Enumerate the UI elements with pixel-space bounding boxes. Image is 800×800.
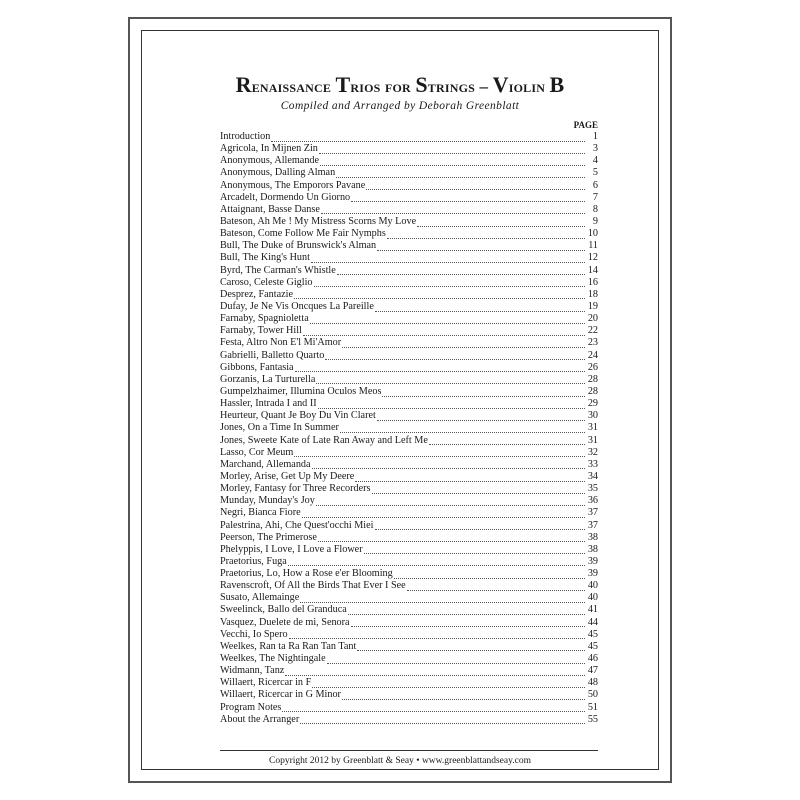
toc-entry-title: Willaert, Ricercar in G Minor [220,689,341,701]
toc-dot-leader [364,545,585,554]
toc-entry [220,447,598,459]
toc-entry-title: Byrd, The Carman's Whistle [220,264,336,276]
toc-entry [220,544,598,556]
toc-dot-leader [429,436,585,445]
page-outer-frame [128,17,672,783]
toc-entry [220,337,598,349]
toc-entry [220,410,598,422]
toc-dot-leader [316,375,585,384]
toc-entry [220,532,598,544]
toc-entry-title: Introduction [220,131,271,142]
toc-entry-page: 32 [587,446,598,458]
toc-entry-page: 37 [587,507,598,519]
title-part: iolin [508,77,550,96]
toc-entry-title: Dufay, Je Ne Vis Oncques La Pareille [220,300,374,312]
toc-entry-page: 29 [587,398,598,410]
toc-dot-leader [342,339,585,348]
toc-entry-title: Bull, The Duke of Brunswick's Alman [220,240,377,252]
toc-entry-page: 47 [587,665,598,677]
toc-list [220,131,598,726]
toc-entry-page: 4 [592,155,598,167]
toc-dot-leader [300,715,585,724]
title-part: rios for [350,77,416,96]
toc-entry [220,592,598,604]
toc-entry-title: Desprez, Fantazie [220,288,293,300]
toc-entry [220,653,598,665]
toc-entry-title: Widmann, Tanz [220,665,285,677]
toc-dot-leader [348,606,585,615]
toc-entry-page: 14 [587,264,598,276]
toc-entry [220,180,598,192]
toc-entry-title: Anonymous, The Emporors Pavane [220,179,366,191]
toc-entry [220,641,598,653]
toc-entry-page: 44 [587,616,598,628]
toc-dot-leader [342,691,585,700]
toc-dot-leader [351,193,585,202]
toc-dot-leader [271,133,585,142]
page-column-header: PAGE [573,120,598,130]
toc-entry [220,568,598,580]
toc-entry-title: Vecchi, Io Spero [220,628,288,640]
toc-dot-leader [318,533,585,542]
toc-entry-title: Caroso, Celeste Giglio [220,276,313,288]
toc-entry [220,459,598,471]
toc-dot-leader [351,618,585,627]
toc-dot-leader [288,557,585,566]
toc-entry-page: 45 [587,628,598,640]
toc-entry-page: 36 [587,495,598,507]
toc-entry [220,131,598,143]
toc-entry-title: Heurteur, Quant Je Boy Du Vin Claret [220,410,376,422]
page-inner-frame [141,30,659,770]
toc-entry-page: 12 [587,252,598,264]
toc-entry-page: 38 [587,543,598,555]
toc-dot-leader [327,655,585,664]
toc-entry [220,386,598,398]
toc-entry-title: Lasso, Cor Meum [220,446,294,458]
toc-entry-page: 33 [587,458,598,470]
title-part: trings [427,77,476,96]
toc-dot-leader [377,412,585,421]
toc-entry [220,350,598,362]
toc-entry [220,677,598,689]
toc-dot-leader [282,703,585,712]
toc-entry-page: 18 [587,288,598,300]
toc-entry-title: Attaignant, Basse Danse [220,203,320,215]
toc-dot-leader [377,242,585,251]
toc-entry-title: Bull, The King's Hunt [220,252,310,264]
toc-entry-page: 28 [587,385,598,397]
toc-entry-title: Farnaby, Tower Hill [220,325,302,337]
toc-entry [220,398,598,410]
toc-entry-page: 35 [587,483,598,495]
toc-dot-leader [394,570,585,579]
toc-entry-page: 11 [588,240,598,252]
toc-entry [220,155,598,167]
toc-entry-title: Jones, Sweete Kate of Late Ran Away and Left Me [220,434,428,446]
toc-entry-title: Gibbons, Fantasia [220,361,294,373]
toc-entry [220,629,598,641]
toc-dot-leader [303,327,585,336]
toc-dot-leader [336,169,585,178]
toc-entry-page: 7 [592,191,598,203]
toc-entry-page: 23 [587,337,598,349]
toc-entry-title: Weelkes, Ran ta Ra Ran Tan Tant [220,640,357,652]
toc-entry-page: 50 [587,689,598,701]
toc-entry-title: Peerson, The Primerose [220,531,317,543]
toc-entry-title: Jones, On a Time In Summer [220,422,339,434]
toc-entry [220,240,598,252]
toc-dot-leader [340,424,585,433]
toc-entry [220,483,598,495]
toc-entry-page: 30 [587,410,598,422]
toc-entry-page: 20 [587,313,598,325]
toc-entry-page: 37 [587,519,598,531]
toc-entry [220,167,598,179]
toc-entry-page: 22 [587,325,598,337]
page-title [142,72,658,97]
toc-entry-title: Bateson, Ah Me ! My Mistress Scorns My Love [220,215,417,227]
toc-dot-leader [310,315,585,324]
toc-entry-page: 16 [587,276,598,288]
toc-entry-title: Program Notes [220,701,282,713]
toc-entry-page: 31 [587,422,598,434]
toc-entry-title: Gorzanis, La Turturella [220,373,316,385]
toc-entry-page: 5 [592,167,598,179]
toc-dot-leader [302,509,585,518]
toc-entry-title: Praetorius, Fuga [220,555,287,567]
toc-dot-leader [357,642,585,651]
toc-entry [220,216,598,228]
title-dash: – [475,77,493,96]
title-initial-s: S [415,72,428,97]
toc-dot-leader [289,630,585,639]
toc-dot-leader [417,218,585,227]
toc-dot-leader [312,460,585,469]
toc-entry [220,689,598,701]
toc-entry-page: 9 [592,215,598,227]
toc-entry-title: Agricola, In Mijnen Zin [220,143,318,155]
toc-entry [220,289,598,301]
toc-entry-page: 31 [587,434,598,446]
toc-entry [220,471,598,483]
toc-dot-leader [314,278,585,287]
toc-entry [220,580,598,592]
toc-dot-leader [312,679,585,688]
toc-entry [220,301,598,313]
toc-entry [220,362,598,374]
toc-dot-leader [325,351,585,360]
toc-entry-page: 26 [587,361,598,373]
toc-entry-page: 45 [587,640,598,652]
toc-entry [220,556,598,568]
toc-dot-leader [318,400,585,409]
toc-dot-leader [355,473,585,482]
toc-entry-title: Sweelinck, Ballo del Granduca [220,604,347,616]
toc-entry-page: 41 [587,604,598,616]
toc-entry-page: 3 [592,143,598,155]
toc-entry-title: Gumpelzhaimer, Illumina Oculos Meos [220,385,382,397]
toc-dot-leader [382,388,585,397]
toc-entry [220,617,598,629]
toc-entry-title: Phelyppis, I Love, I Love a Flower [220,543,363,555]
toc-dot-leader [311,254,585,263]
toc-dot-leader [285,667,585,676]
page-subtitle: Compiled and Arranged by Deborah Greenblatt [280,100,520,112]
toc-entry-page: 55 [587,713,598,725]
toc-entry-title: Gabrielli, Balletto Quarto [220,349,325,361]
toc-dot-leader [295,363,585,372]
toc-entry-page: 6 [592,179,598,191]
toc-entry-title: Arcadelt, Dormendo Un Giorno [220,191,351,203]
toc-entry [220,325,598,337]
toc-dot-leader [294,448,585,457]
toc-entry [220,313,598,325]
toc-entry-title: Negri, Bianca Fiore [220,507,301,519]
title-initial-r: R [235,72,252,97]
toc-entry [220,422,598,434]
toc-entry-page: 38 [587,531,598,543]
toc-entry-title: Festa, Altro Non E'l Mi'Amor [220,337,342,349]
title-part: enaissance [251,77,336,96]
title-initial-t: T [335,72,351,97]
toc-entry-page: 39 [587,568,598,580]
toc-entry-title: Palestrina, Ahi, Che Quest'occhi Miei [220,519,374,531]
toc-entry [220,228,598,240]
toc-entry [220,435,598,447]
toc-entry-title: Susato, Allemainge [220,592,300,604]
toc-entry-title: Praetorius, Lo, How a Rose e'er Blooming [220,568,393,580]
table-of-contents [220,119,598,726]
toc-entry-page: 40 [587,580,598,592]
toc-entry [220,714,598,726]
toc-entry-title: Munday, Munday's Joy [220,495,315,507]
toc-entry-page: 48 [587,677,598,689]
toc-entry-title: Farnaby, Spagnioletta [220,313,309,325]
toc-entry-title: Ravenscroft, Of All the Birds That Ever I See [220,580,406,592]
toc-entry [220,374,598,386]
toc-entry [220,192,598,204]
toc-entry [220,495,598,507]
toc-dot-leader [407,582,585,591]
header [142,72,658,112]
toc-entry-page: 1 [592,131,598,142]
toc-entry-page: 19 [587,300,598,312]
toc-entry-title: Anonymous, Dalling Alman [220,167,336,179]
toc-entry [220,252,598,264]
toc-entry-title: Willaert, Ricercar in F [220,677,312,689]
toc-entry-title: About the Arranger [220,713,300,725]
toc-entry-page: 34 [587,470,598,482]
toc-entry [220,277,598,289]
toc-dot-leader [300,594,585,603]
toc-entry [220,507,598,519]
toc-entry-page: 39 [587,555,598,567]
toc-dot-leader [320,157,585,166]
toc-entry [220,702,598,714]
toc-dot-leader [319,145,585,154]
toc-entry [220,204,598,216]
toc-entry-page: 46 [587,653,598,665]
toc-dot-leader [375,303,585,312]
toc-entry-title: Vasquez, Duelete de mi, Senora [220,616,350,628]
toc-dot-leader [321,205,585,214]
toc-entry [220,604,598,616]
toc-entry-title: Anonymous, Allemande [220,155,320,167]
toc-entry-page: 51 [587,701,598,713]
toc-entry-title: Morley, Arise, Get Up My Deere [220,470,355,482]
title-initial-v: V [492,72,509,97]
toc-entry-title: Weelkes, The Nightingale [220,653,326,665]
toc-dot-leader [294,290,585,299]
toc-dot-leader [366,181,585,190]
toc-entry-title: Marchand, Allemanda [220,458,311,470]
toc-entry [220,265,598,277]
toc-entry-page: 24 [587,349,598,361]
title-initial-b: B [549,72,565,97]
toc-dot-leader [387,230,585,239]
toc-entry [220,520,598,532]
toc-dot-leader [316,497,585,506]
footer-divider [220,750,598,751]
toc-entry-page: 28 [587,373,598,385]
toc-entry-title: Bateson, Come Follow Me Fair Nymphs [220,228,386,240]
copyright-footer: Copyright 2012 by Greenblatt & Seay • www.greenblattandseay.com [269,756,531,766]
toc-entry-title: Morley, Fantasy for Three Recorders [220,483,371,495]
toc-dot-leader [375,521,586,530]
toc-entry-page: 8 [592,203,598,215]
toc-entry [220,665,598,677]
toc-entry-title: Hassler, Intrada I and II [220,398,317,410]
toc-dot-leader [372,485,586,494]
toc-entry-page: 40 [587,592,598,604]
toc-entry [220,143,598,155]
toc-entry-page: 10 [587,228,598,240]
toc-dot-leader [337,266,585,275]
